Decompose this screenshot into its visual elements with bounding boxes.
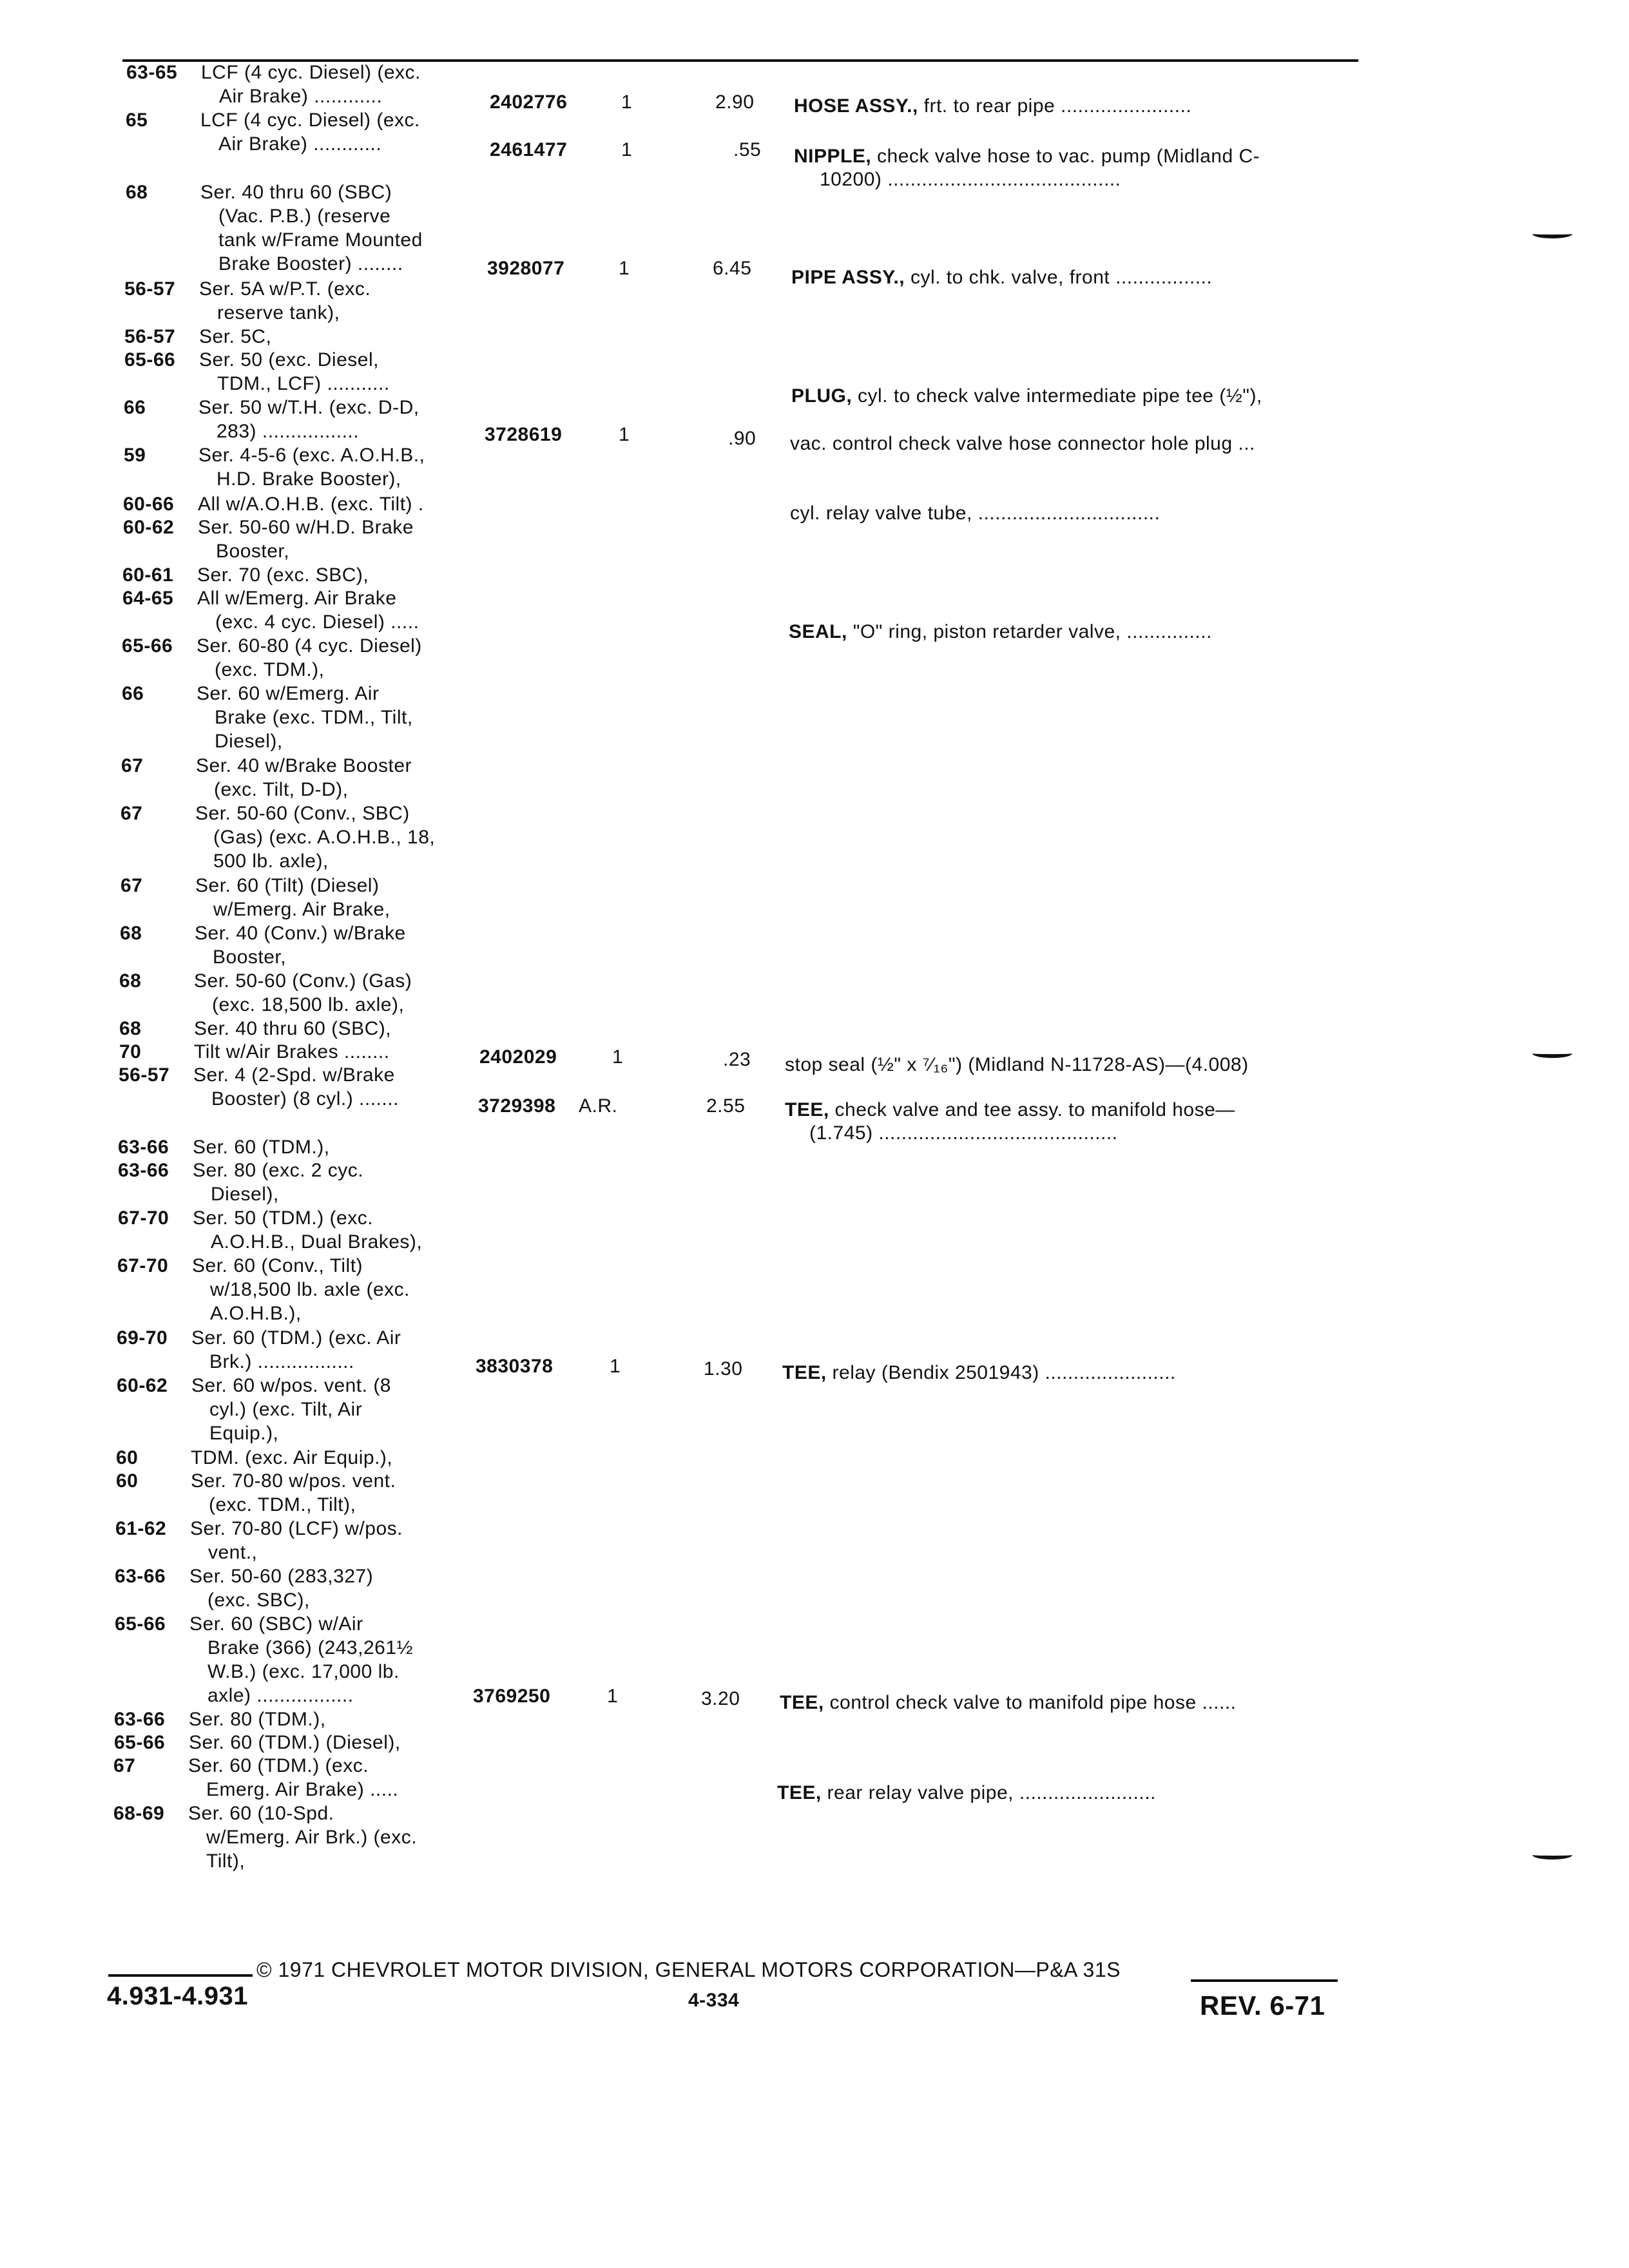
application-text: Ser. 4-5-6 (exc. A.O.H.B.,	[198, 445, 425, 466]
application-text: Ser. 5A w/P.T. (exc.	[199, 278, 371, 300]
application-text: Air Brake) ............	[218, 133, 382, 155]
application-text: Ser. 60 (10-Spd.	[188, 1803, 334, 1824]
application-text: Ser. 40 thru 60 (SBC)	[200, 182, 392, 203]
part-description: TEE, check valve and tee assy. to manifold hose—	[785, 1099, 1235, 1120]
footer-rule-right	[1191, 1979, 1338, 1982]
application-text: w/Emerg. Air Brake,	[213, 899, 390, 920]
part-number: 2402776	[490, 91, 568, 113]
application-text: (Vac. P.B.) (reserve	[218, 206, 391, 227]
part-description: NIPPLE, check valve hose to vac. pump (Midland C-	[794, 146, 1260, 167]
application-text: Ser. 80 (TDM.),	[189, 1709, 326, 1730]
application-text: Ser. 50-60 (283,327)	[189, 1566, 374, 1587]
model-year: 67	[113, 1755, 136, 1776]
application-text: Ser. 80 (exc. 2 cyc.	[193, 1160, 364, 1181]
application-text: 283) .................	[217, 421, 360, 442]
quantity: A.R.	[579, 1095, 618, 1117]
application-text: w/Emerg. Air Brk.) (exc.	[206, 1827, 418, 1848]
model-year: 67-70	[117, 1255, 169, 1276]
application-text: Ser. 50 (TDM.) (exc.	[193, 1207, 374, 1229]
model-year: 66	[122, 683, 144, 704]
model-year: 56-57	[124, 278, 176, 300]
price: .23	[723, 1049, 751, 1070]
quantity: 1	[610, 1356, 621, 1377]
application-text: Ser. 70-80 w/pos. vent.	[191, 1470, 396, 1492]
part-number: 3729398	[478, 1095, 556, 1117]
model-year: 69-70	[117, 1327, 168, 1349]
model-year: 60-61	[122, 564, 174, 586]
page-number: 4-334	[688, 1990, 740, 2011]
part-description: HOSE ASSY., frt. to rear pipe .......................	[794, 95, 1192, 117]
model-year: 68	[119, 1018, 142, 1039]
model-year: 67	[121, 755, 144, 776]
quantity: 1	[612, 1046, 624, 1068]
application-text: All w/A.O.H.B. (exc. Tilt) .	[198, 494, 424, 515]
application-text: reserve tank),	[217, 302, 340, 323]
price: .55	[733, 139, 762, 160]
model-year: 68-69	[113, 1803, 165, 1824]
part-description: TEE, rear relay valve pipe, ........................	[777, 1782, 1156, 1803]
model-year: 61-62	[115, 1518, 167, 1539]
application-text: Ser. 70-80 (LCF) w/pos.	[190, 1518, 403, 1539]
application-text: Tilt),	[206, 1850, 246, 1872]
application-text: Brake Booster) ........	[218, 253, 403, 274]
section-number: 4.931-4.931	[107, 1982, 249, 2010]
application-text: TDM. (exc. Air Equip.),	[191, 1447, 393, 1468]
application-text: cyl.) (exc. Tilt, Air	[209, 1399, 363, 1420]
application-text: (exc. SBC),	[207, 1590, 310, 1611]
footer-rule-left	[108, 1974, 253, 1977]
application-text: Tilt w/Air Brakes ........	[194, 1041, 390, 1062]
model-year: 66	[124, 397, 146, 418]
part-description: SEAL, "O" ring, piston retarder valve, ...............	[789, 621, 1212, 642]
application-text: Ser. 40 thru 60 (SBC),	[194, 1018, 392, 1039]
model-year: 65	[126, 110, 148, 131]
part-number: 2402029	[479, 1046, 557, 1068]
model-year: 67-70	[118, 1207, 169, 1229]
application-text: Booster,	[216, 541, 290, 562]
application-text: Booster) (8 cyl.) .......	[211, 1088, 399, 1110]
model-year: 63-66	[115, 1566, 166, 1587]
model-year: 68	[120, 923, 142, 944]
application-text: Ser. 50 (exc. Diesel,	[199, 349, 379, 370]
application-text: Ser. 4 (2-Spd. w/Brake	[193, 1064, 395, 1086]
model-year: 67	[120, 875, 143, 896]
application-text: Ser. 60 (Conv., Tilt)	[192, 1255, 363, 1276]
model-year: 65-66	[114, 1732, 166, 1753]
quantity: 1	[621, 91, 633, 113]
application-text: (exc. 4 cyc. Diesel) .....	[215, 611, 419, 633]
model-year: 60-62	[123, 517, 175, 538]
model-year: 70	[119, 1041, 142, 1062]
price: .90	[728, 428, 757, 449]
application-text: Ser. 60 (Tilt) (Diesel)	[195, 875, 380, 896]
application-text: Ser. 60 (TDM.) (exc.	[188, 1755, 369, 1776]
part-number: 3928077	[487, 258, 565, 279]
application-text: Brake (exc. TDM., Tilt,	[215, 707, 413, 728]
application-text: All w/Emerg. Air Brake	[197, 588, 397, 609]
application-text: Ser. 60 w/pos. vent. (8	[191, 1375, 391, 1396]
model-year: 64-65	[122, 588, 174, 609]
part-description: TEE, control check valve to manifold pipe hose ......	[780, 1692, 1237, 1713]
margin-mark	[1532, 229, 1572, 238]
application-text: (exc. Tilt, D-D),	[214, 779, 349, 800]
model-year: 60	[116, 1470, 139, 1492]
part-description: (1.745) ..........................................	[809, 1122, 1118, 1144]
application-text: w/18,500 lb. axle (exc.	[210, 1279, 410, 1300]
model-year: 60-66	[123, 494, 175, 515]
application-text: Ser. 50-60 w/H.D. Brake	[198, 517, 414, 538]
model-year: 63-66	[118, 1137, 169, 1158]
part-number: 3830378	[476, 1356, 554, 1377]
application-text: vent.,	[208, 1542, 258, 1563]
application-text: (exc. 18,500 lb. axle),	[212, 994, 405, 1015]
model-year: 60-62	[117, 1375, 168, 1396]
model-year: 65-66	[115, 1613, 166, 1635]
application-text: (exc. TDM., Tilt),	[209, 1494, 356, 1515]
margin-mark	[1532, 1850, 1572, 1860]
application-text: Brake (366) (243,261½	[207, 1637, 414, 1658]
margin-mark	[1532, 1049, 1572, 1058]
application-text: Ser. 70 (exc. SBC),	[197, 564, 369, 586]
application-text: A.O.H.B., Dual Brakes),	[211, 1231, 423, 1253]
model-year: 67	[120, 803, 143, 824]
model-year: 63-66	[114, 1709, 166, 1730]
part-description: PLUG, cyl. to check valve intermediate pipe tee (½"),	[791, 385, 1262, 407]
application-text: Ser. 60 (SBC) w/Air	[189, 1613, 363, 1635]
application-text: LCF (4 cyc. Diesel) (exc.	[200, 110, 420, 131]
application-text: Air Brake) ............	[219, 86, 383, 107]
application-text: (Gas) (exc. A.O.H.B., 18,	[213, 827, 436, 848]
model-year: 68	[126, 182, 148, 203]
application-text: tank w/Frame Mounted	[218, 229, 423, 251]
application-text: Ser. 60 (TDM.) (Diesel),	[189, 1732, 401, 1753]
application-text: Ser. 40 w/Brake Booster	[196, 755, 412, 776]
application-text: 500 lb. axle),	[213, 850, 329, 872]
part-description: TEE, relay (Bendix 2501943) .......................	[782, 1362, 1176, 1383]
application-text: W.B.) (exc. 17,000 lb.	[207, 1661, 400, 1682]
application-text: (exc. TDM.),	[215, 659, 325, 680]
application-text: Ser. 40 (Conv.) w/Brake	[195, 923, 406, 944]
price: 2.55	[706, 1095, 746, 1117]
application-text: Diesel),	[211, 1184, 279, 1205]
application-text: Ser. 60 (TDM.) (exc. Air	[191, 1327, 401, 1349]
application-text: Ser. 50-60 (Conv., SBC)	[195, 803, 410, 824]
part-description: cyl. relay valve tube, ................................	[790, 503, 1161, 524]
application-text: A.O.H.B.),	[210, 1303, 302, 1324]
application-text: Ser. 60 w/Emerg. Air	[197, 683, 380, 704]
quantity: 1	[619, 258, 630, 279]
application-text: Brk.) .................	[209, 1351, 354, 1372]
application-text: axle) .................	[207, 1685, 354, 1706]
application-text: Emerg. Air Brake) .....	[206, 1779, 399, 1800]
model-year: 60	[116, 1447, 139, 1468]
part-description: 10200) .........................................	[820, 169, 1121, 190]
price: 6.45	[713, 258, 752, 279]
price: 3.20	[701, 1688, 740, 1709]
model-year: 68	[119, 970, 142, 992]
application-text: Equip.),	[209, 1423, 279, 1444]
quantity: 1	[621, 139, 633, 160]
application-text: Ser. 60 (TDM.),	[193, 1137, 330, 1158]
application-text: TDM., LCF) ...........	[217, 373, 390, 394]
model-year: 59	[124, 445, 146, 466]
application-text: Ser. 60-80 (4 cyc. Diesel)	[197, 635, 422, 657]
application-text: H.D. Brake Booster),	[217, 468, 401, 490]
application-text: Ser. 50-60 (Conv.) (Gas)	[194, 970, 412, 992]
model-year: 56-57	[124, 326, 176, 347]
price: 2.90	[715, 91, 755, 113]
application-text: Ser. 5C,	[199, 326, 272, 347]
part-number: 2461477	[490, 139, 568, 160]
model-year: 65-66	[122, 635, 173, 657]
price: 1.30	[704, 1358, 743, 1379]
revision: REV. 6-71	[1200, 1990, 1325, 2021]
model-year: 63-66	[118, 1160, 169, 1181]
quantity: 1	[607, 1686, 619, 1707]
quantity: 1	[619, 424, 630, 445]
part-description: PIPE ASSY., cyl. to chk. valve, front .................	[791, 267, 1213, 288]
part-description: vac. control check valve hose connector hole plug ...	[790, 433, 1255, 454]
part-number: 3769250	[473, 1686, 551, 1707]
model-year: 65-66	[124, 349, 176, 370]
model-year: 63-65	[126, 62, 178, 83]
application-text: Booster,	[213, 947, 287, 968]
application-text: Ser. 50 w/T.H. (exc. D-D,	[198, 397, 419, 418]
application-text: LCF (4 cyc. Diesel) (exc.	[201, 62, 421, 83]
model-year: 56-57	[119, 1064, 170, 1086]
application-text: Diesel),	[215, 731, 283, 752]
copyright-line: © 1971 CHEVROLET MOTOR DIVISION, GENERAL MOTORS CORPORATION—P&A 31S	[256, 1958, 1121, 1981]
part-description: stop seal (½" x ⁷⁄₁₆") (Midland N-11728-AS)—(4.008)	[785, 1054, 1249, 1075]
part-number: 3728619	[485, 424, 563, 445]
